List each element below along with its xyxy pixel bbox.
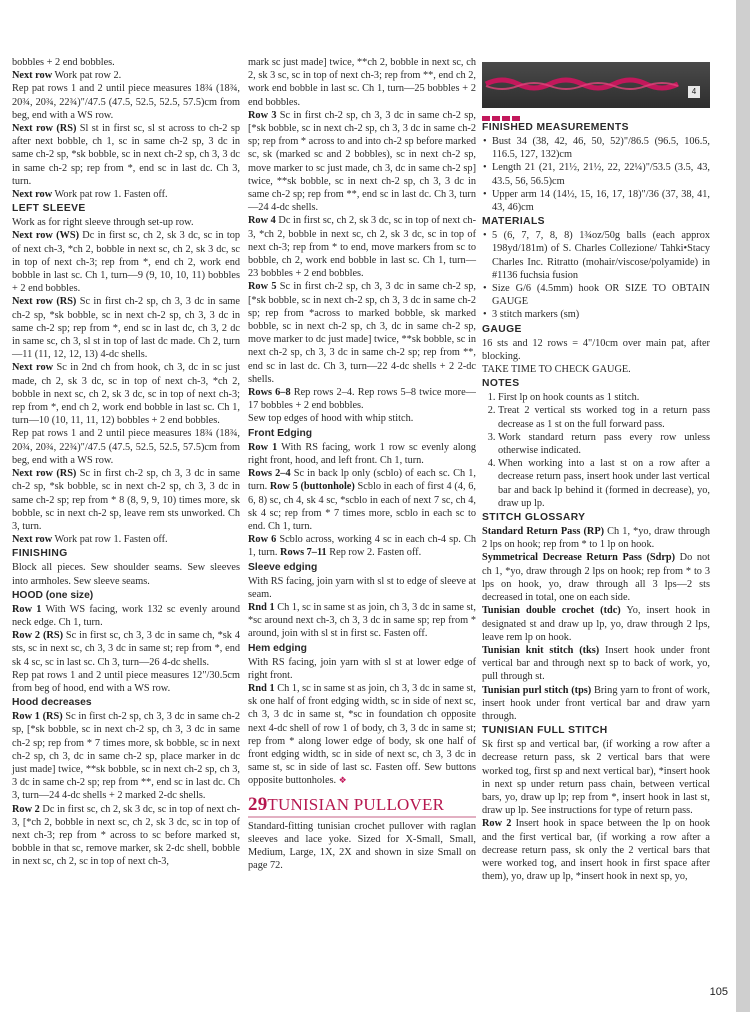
row-label: Rows 2–4	[248, 468, 291, 480]
section-heading: LEFT SLEEVE	[12, 203, 86, 215]
paragraph: Next row Sc in 2nd ch from hook, ch 3, dc in sc just made, ch 2, sk 3 dc, sc in top of next ch-3, *ch 2, bobble in next sc, ch 2, sk 3 dc, sc in top of next ch-3; rep from *, end ch 2, work end bobble in last sc. Ch 1, turn—10 (10, 11, 11, 12) bobbles + 2 end bobbles.	[12, 362, 240, 427]
row-label: Row 4	[248, 215, 276, 227]
paragraph: Row 2 (RS) Sc in first sc, ch 3, 3 dc in same ch, *sk 4 sts, sc in next sc, ch 3, 3 dc in same st; rep from *, end sk 4 sc, sc in last sc. Ch 3, turn—26 4-dc shells.	[12, 630, 240, 668]
paragraph: Row 1 (RS) Sc in first ch-2 sp, ch 3, 3 dc in same ch-2 sp, [*sk bobble, sc in next ch-2 sp, ch 3, 3 dc in same ch-2 sp; rep from * 7 times more, sk bobble, sc in next ch-2 sp, ch 3, dc in same ch-2 sp, place marker in dc just made] twice, **sk bobble, sc in next ch-2 sp, ch 3, 3 dc in same ch-2 sp; rep from **, end sc in last dc. Ch 3, turn—24 4-dc shells + 2 marked 2-dc shells.	[12, 711, 240, 802]
material-item: • 3 stitch markers (sm)	[492, 308, 710, 321]
project-name: TUNISIAN PULLOVER	[267, 794, 445, 814]
column-left	[12, 56, 240, 869]
row-label: Tunisian purl stitch (tps)	[482, 684, 592, 696]
row-label: Next row	[12, 362, 54, 374]
yarn-swatch-photo	[482, 62, 710, 108]
section-heading: HOOD (one size)	[12, 589, 94, 601]
section-heading: FINISHING	[12, 548, 68, 560]
notes-heading: NOTES	[482, 378, 520, 390]
section-heading: Hood decreases	[12, 697, 92, 709]
project-number: 29	[248, 793, 268, 815]
swatch-badge: 4	[688, 86, 700, 98]
section-heading: Front Edging	[248, 427, 313, 439]
paragraph: Next row (RS) Sl st in first sc, sl st across to ch-2 sp after next bobble, ch 1, sc in same ch-2 sp, 3 dc in same ch-2 sp, *sk bobble, sc in next ch-2 sp, ch 3, 3 dc in same ch-2 sp; rep from *, end sc in last dc. Ch 3, turn.	[12, 123, 240, 187]
paragraph: Rep pat rows 1 and 2 until piece measures 18¾ (18¾, 20¾, 20¾, 22¾)"/47.5 (47.5, 52.5, 52.5, 57.5)cm from beg, end with a WS row.	[12, 83, 240, 121]
end-diamond-icon: ❖	[338, 775, 347, 786]
paragraph: bobbles + 2 end bobbles.	[12, 57, 115, 68]
full-stitch-paragraph: Sk first sp and vertical bar, (if working a row after a decrease return pass, sk 2 vertical bars that were worked tog, first sp and next vertical bar), *insert hook in next sp under return pass chain, between vertical bars, yo, draw up lp; rep from *, insert hook in last st, draw up lp. See instructions for type of return pass.	[482, 739, 710, 817]
column-right	[482, 56, 710, 883]
paragraph: Row 1 With RS facing, work 1 row sc evenly along right front, hood, and left front. Ch 1, turn.	[248, 441, 477, 466]
gauge-note: TAKE TIME TO CHECK GAUGE.	[482, 364, 631, 376]
row-label: Row 5 (buttonhole)	[269, 481, 355, 493]
note-item: 3. Work standard return pass every row unless otherwise indicated.	[498, 431, 710, 457]
row-label: Rnd 1	[248, 682, 275, 694]
paragraph: Rnd 1 Ch 1, sc in same st as join, ch 3, 3 dc in same st, *sc around next ch-3, ch 3, 3 dc in same sp; rep from * around, join with sl st in first sc. Fasten off.	[248, 601, 476, 640]
paragraph: Rows 6–8 Rep rows 2–4. Rep rows 5–8 twice more—17 bobbles + 2 end bobbles.	[248, 387, 476, 412]
project-title	[248, 795, 476, 818]
paragraph: Rep pat rows 1 and 2 until piece measures 18¾ (18¾, 20¾, 20¾, 22¾)"/47.5 (47.5, 52.5, 52.5, 57.5)cm from beg, end with a WS row.	[12, 428, 240, 466]
measurement-item: • Bust 34 (38, 42, 46, 50, 52)"/86.5 (96.5, 106.5, 116.5, 127, 132)cm	[492, 135, 710, 161]
measurement-item: • Length 21 (21, 21½, 21½, 22, 22¼)"/53.5 (3.5, 43, 43.5, 56, 56.5)cm	[492, 161, 710, 187]
paragraph: Next row (RS) Sc in first ch-2 sp, ch 3, 3 dc in same ch-2 sp, *sk bobble, sc in next ch-2 sp, ch 3, 3 dc in same ch-2 sp; rep from *, end sc in last dc, ch 3, 2 dc in same sc, ch 3, sl st in top of last dc made. Ch 2, turn—11 (11, 12, 12, 13) 4-dc shells.	[12, 296, 240, 361]
row-label: Row 2	[12, 803, 40, 815]
paragraph: Row 1 With WS facing, work 132 sc evenly around neck edge. Ch 1, turn.	[12, 603, 240, 628]
finished-measurements-heading: FINISHED MEASUREMENTS	[482, 122, 629, 133]
paragraph: Row 3 Sc in first ch-2 sp, ch 3, 3 dc in same ch-2 sp, [*sk bobble, sc in next ch-2 sp, ch 3, 3 dc in same ch-2 sp; rep from * across to and into ch-2 sp before marked sc, sk (marked sc and 2 bobbles), sc in next ch-2 sp, move marker to sc just made, ch 3, dc in same ch-2 sp] twice, **sk bobble, sc in next ch-2 sp, ch 3, 3 dc in same ch-2 sp; rep from **, end sc in last dc. Ch 3, turn—24 4-dc shells.	[248, 109, 476, 214]
row-label: Next row	[12, 189, 53, 201]
paragraph: Next row Work pat row 1. Fasten off.	[12, 534, 168, 546]
gauge-heading: GAUGE	[482, 323, 522, 335]
row-label: Row 3	[248, 109, 277, 121]
column-middle	[248, 56, 476, 872]
section-dash-divider	[482, 112, 710, 120]
row-label: Standard Return Pass (RP)	[482, 526, 605, 538]
paragraph: Work as for right sleeve through set-up row.	[12, 217, 194, 229]
notes-list	[482, 391, 710, 510]
section-heading: Hem edging	[248, 642, 307, 654]
paragraph: Next row Work pat row 1. Fasten off.	[12, 189, 168, 201]
project-intro: Standard-fitting tunisian crochet pullover with raglan sleeves and lace yoke. Sized for X-Small, Small, Medium, Large, 1X, 2X and shown in size Small on page 72.	[248, 820, 476, 872]
note-item: 1. First lp on hook counts as 1 stitch.	[498, 391, 710, 404]
paragraph: With RS facing, join yarn with sl st at lower edge of right front.	[248, 656, 476, 681]
row-label: Row 1 (RS)	[12, 711, 63, 723]
full-stitch-paragraph: Row 2 Insert hook in space between the lp on hook and the first vertical bar, (if working a row after a decrease return pass, sk only the 2 vertical bars that were worked tog, and insert hook in first space after them), yo, draw up lp, *insert hook in next sp, yo,	[482, 818, 710, 883]
row-label: Rows 6–8	[248, 387, 291, 399]
paragraph: mark sc just made] twice, **ch 2, bobble in next sc, ch 2, sk 3 sc, sc in top of next ch-3; rep from **, end ch 2, work end bobble in last sc. Ch 1, turn—25 bobbles + 2 end bobbles.	[248, 57, 476, 108]
tunisian-full-stitch-heading: TUNISIAN FULL STITCH	[482, 725, 608, 737]
note-item: 2. Treat 2 vertical sts worked tog in a return pass decrease as 1 st on the full forward pass.	[498, 404, 710, 430]
glossary-entry: Standard Return Pass (RP) Ch 1, *yo, draw through 2 lps on hook; rep from * to 1 lp on hook.	[482, 526, 710, 551]
row-label: Row 6	[248, 534, 277, 546]
paragraph: Next row (WS) Dc in first sc, ch 2, sk 3 dc, sc in top of next ch-3, *ch 2, bobble in next sc, ch 2, sk 3 dc, sc in top of next ch-3; rep from *, end ch 2, work end bobble in last sc. Ch 1, turn—9 (9, 10, 10, 11) bobbles + 2 end bobbles.	[12, 230, 240, 295]
yarn-strand-graphic	[482, 62, 710, 108]
row-label: Rnd 1	[248, 601, 275, 613]
row-label: Rows 7–11	[280, 547, 327, 559]
tunisian-full-stitch-text	[482, 738, 710, 883]
paragraph: Sew top edges of hood with whip stitch.	[248, 413, 414, 425]
row-label: Row 1	[248, 441, 278, 453]
note-item: 4. When working into a last st on a row after a decrease return pass, insert hook under last vertical bar and back lp behind it (formed in decrease), yo, draw up lp.	[498, 457, 710, 510]
row-label: Row 5	[248, 281, 277, 293]
stitch-glossary-heading: STITCH GLOSSARY	[482, 512, 586, 524]
row-label: Next row (WS)	[12, 230, 80, 242]
row-label: Tunisian knit stitch (tks)	[482, 644, 600, 656]
measurement-item: • Upper arm 14 (14½, 15, 16, 17, 18)"/36 (37, 38, 41, 43, 46)cm	[492, 188, 710, 214]
paragraph: Row 6 Scblo across, working 4 sc in each ch-4 sp. Ch 1, turn. Rows 7–11 Rep row 2. Fasten off.	[248, 534, 476, 559]
glossary-entry: Tunisian double crochet (tdc) Yo, insert hook in designated st and draw up lp, yo, draw through 2 lps, leave rem lp on hook.	[482, 605, 710, 643]
paragraph: With RS facing, join yarn with sl st to edge of sleeve at seam.	[248, 575, 476, 600]
paragraph: Row 4 Dc in first sc, ch 2, sk 3 dc, sc in top of next ch-3, *ch 2, bobble in next sc, ch 2, sk 3 dc, sc in top of next ch-3; rep from * to end, move markers from sc to bobble, ch 2, work end bobble in last sc. Ch 1, turn—23 bobbles + 2 end bobbles.	[248, 215, 477, 280]
paragraph: Rnd 1 Ch 1, sc in same st as join, ch 3, 3 dc in same st, sk one half of front edging width, sc in side of next sc, ch 3, 3 dc in same st, *sc in foundation ch opposite next 4-dc shell of row 1 of body, ch 3, 3 dc in same st; rep from * along lower edge of body, sk one half of front edging width, sc in side of next sc, ch 3, 3 dc in same st, sc in side of last sc. Fasten off. Sew buttons opposite buttonholes. ❖	[248, 682, 476, 787]
paragraph: Block all pieces. Sew shoulder seams. Sew sleeves into armholes. Sew sleeve seams.	[12, 562, 240, 587]
material-item: • 5 (6, 7, 7, 8, 8) 1¾oz/50g balls (each approx 198yd/181m) of S. Charles Collezione/ Tahki•Stacy Charles Inc. Ritratto (mohair/viscose/polyamide) in #1136 fuchsia fusion	[492, 229, 710, 282]
row-label: Next row (RS)	[12, 468, 77, 480]
gauge-text: 16 sts and 12 rows = 4"/10cm over main pat, after blocking.	[482, 337, 710, 362]
row-label: Next row	[12, 70, 53, 82]
row-label: Row 1	[12, 603, 42, 615]
page-number: 105	[709, 986, 728, 998]
paragraph: Row 2 Dc in first sc, ch 2, sk 3 dc, sc in top of next ch-3, [*ch 2, bobble in next sc, ch 2, sk 3 dc, sc in top of next ch-3; rep from * across to sc before marked st, bobble in that sc, remove marker, sk 2-dc shell, bobble in next sc, ch 2, sc in top of next ch-3,	[12, 803, 241, 868]
page-edge-strip	[736, 0, 750, 1012]
paragraph: Rep pat rows 1 and 2 until piece measures 12"/30.5cm from beg of hood, end with a WS row.	[12, 669, 240, 694]
paragraph: Rows 2–4 Sc in back lp only (scblo) of each sc. Ch 1, turn. Row 5 (buttonhole) Scblo in each of first 4 (4, 6, 6, 8) sc, ch 4, sk 4 sc, *scblo in each of next 7 sc, ch 4, sk 4 sc; rep from * 7 times more, scblo in each sc to end. Ch 1, turn.	[248, 468, 476, 532]
finished-measurements-list	[482, 135, 710, 214]
material-item: • Size G/6 (4.5mm) hook OR SIZE TO OBTAIN GAUGE	[492, 282, 710, 308]
glossary-entry: Symmetrical Decrease Return Pass (Sdrp) Do not ch 1, *yo, draw through 2 lps on hook; rep from * to 3 lps on hook, yo, draw through all 3 lps—2 sts decreased in total, one on each side.	[482, 552, 710, 604]
paragraph: Next row (RS) Sc in first ch-2 sp, ch 3, 3 dc in same ch-2 sp, *sk bobble, sc in next ch-2 sp, ch 3, 3 dc in same ch-2 sp; rep from * 8 (8, 9, 9, 10) times more, sk bobble, sc in next ch-2 sp, leave rem sts unworked. Ch 3, turn.	[12, 468, 240, 532]
glossary-entry: Tunisian knit stitch (tks) Insert hook under front vertical bar and through next sp to back of work, yo, pull through st.	[482, 644, 710, 683]
paragraph: Row 5 Sc in first ch-2 sp, ch 3, 3 dc in same ch-2 sp, [*sk bobble, sc in next ch-2 sp, ch 3, 3 dc in same ch-2 sp; rep from *across to marked bobble, sk marked bobble, sc in next ch-2 sp, ch 3, dc in same ch-2 sp, move marker to dc just made] twice, **sk bobble, sc in next ch-2 sp, ch 3, 3 dc in same ch-2 sp; rep from **, end sc in last dc. Ch 3, turn—22 4-dc shells + 2 2-dc shells.	[248, 281, 476, 385]
row-label: Next row (RS)	[12, 296, 77, 308]
row-label: Symmetrical Decrease Return Pass (Sdrp)	[482, 552, 676, 564]
row-label: Tunisian double crochet (tdc)	[482, 605, 621, 617]
paragraph: Next row Work pat row 2.	[12, 70, 122, 82]
materials-list	[482, 229, 710, 321]
row-label: Next row	[12, 534, 53, 546]
glossary-entry: Tunisian purl stitch (tps) Bring yarn to front of work, insert hook under front vertical bar and draw yarn through.	[482, 684, 710, 722]
materials-heading: MATERIALS	[482, 216, 545, 228]
row-label: Next row (RS)	[12, 123, 77, 135]
row-label: Row 2	[482, 818, 512, 830]
stitch-glossary	[482, 525, 710, 723]
row-label: Row 2 (RS)	[12, 630, 63, 642]
section-heading: Sleeve edging	[248, 561, 318, 573]
